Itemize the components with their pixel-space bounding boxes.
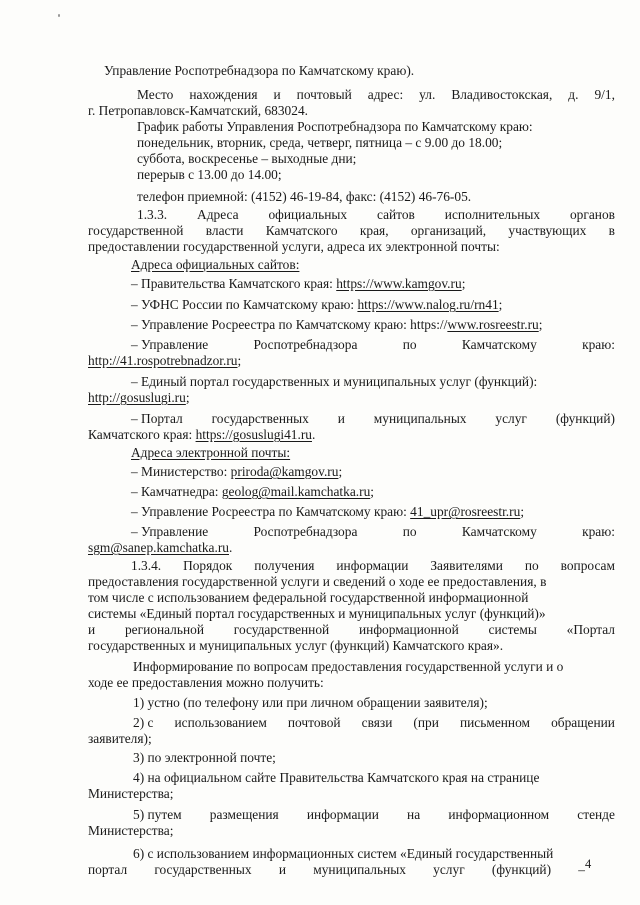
word: муниципальных xyxy=(313,862,406,877)
text-line xyxy=(88,390,190,406)
line-suffix: ; xyxy=(498,297,503,312)
page-number: 4 xyxy=(585,857,592,871)
word: краю: xyxy=(582,524,615,539)
text-line xyxy=(133,770,539,786)
line-prefix: – Управление Росреестра по Камчатскому краю: xyxy=(131,504,411,519)
word: Камчатскому xyxy=(461,337,537,352)
word: информации xyxy=(306,807,379,822)
text-line xyxy=(88,223,615,239)
text-line xyxy=(88,540,232,556)
text-line xyxy=(133,807,615,823)
word: в xyxy=(608,223,615,238)
line-text: г. Петропавловск-Камчатский, 683024. xyxy=(88,103,308,118)
word: портал xyxy=(88,862,128,877)
word: 5) путем xyxy=(133,807,182,822)
hyperlink[interactable]: https://gosuslugi41.ru xyxy=(195,427,312,442)
text-line xyxy=(133,715,615,731)
word: адрес: xyxy=(367,87,404,102)
line-text: Информирование по вопросам предоставления государственной услуги и о xyxy=(133,659,564,674)
word: участвующих xyxy=(508,223,587,238)
word: получения xyxy=(254,558,315,573)
word: государственной xyxy=(88,223,184,238)
word: государственных xyxy=(154,862,252,877)
line-suffix: ; xyxy=(370,484,375,499)
section-heading: Адреса официальных сайтов: xyxy=(131,257,300,272)
word: услуг xyxy=(495,411,527,426)
word: д. xyxy=(568,87,579,102)
text-line xyxy=(131,558,615,574)
text-line xyxy=(88,574,546,590)
text-line xyxy=(131,445,290,461)
word: Роспотребнадзора xyxy=(253,337,358,352)
line-text: – Единый портал государственных и муниципальных услуг (функций): xyxy=(131,374,538,389)
text-line xyxy=(137,135,502,151)
line-text: заявителя); xyxy=(88,731,152,746)
word: 9/1, xyxy=(594,87,615,102)
word: Адреса xyxy=(197,207,239,222)
text-line xyxy=(88,427,315,443)
text-line xyxy=(131,276,465,292)
word: связи xyxy=(361,715,393,730)
text-line xyxy=(131,524,615,540)
text-line xyxy=(137,151,356,167)
hyperlink[interactable]: http://41.rospotrebnadzor.ru xyxy=(88,353,238,368)
text-line xyxy=(133,846,553,862)
word: (при xyxy=(413,715,439,730)
hyperlink[interactable]: sgm@sanep.kamchatka.ru xyxy=(88,540,229,555)
word: Камчатского xyxy=(265,223,338,238)
word: – Портал xyxy=(131,411,183,426)
word: почтовый xyxy=(296,87,352,102)
text-line xyxy=(131,504,524,520)
line-text: Министерства; xyxy=(88,786,174,801)
line-text: 6) с использованием информационных систем «Единый государственный xyxy=(133,846,554,861)
word: вопросам xyxy=(560,558,615,573)
line-text: перерыв с 13.00 до 14.00; xyxy=(137,167,282,182)
word: органов xyxy=(569,207,615,222)
line-text: том числе с использованием федеральной государственной информационной xyxy=(88,590,529,605)
word: (функций) xyxy=(491,862,552,877)
line-suffix: ; xyxy=(461,276,466,291)
word: Место xyxy=(137,87,174,102)
text-line xyxy=(137,207,615,223)
word: – Управление xyxy=(131,337,209,352)
text-line xyxy=(88,862,585,878)
line-prefix: – Правительства Камчатского края: xyxy=(131,276,337,291)
text-line xyxy=(88,353,241,369)
line-text: Министерства; xyxy=(88,823,174,838)
word: размещения xyxy=(209,807,279,822)
line-prefix: – Министерство: xyxy=(131,464,231,479)
hyperlink[interactable]: geolog@mail.kamchatka.ru xyxy=(221,484,371,499)
word: «Портал xyxy=(566,622,615,637)
word: почтовой xyxy=(287,715,341,730)
text-line xyxy=(133,750,276,766)
word: по xyxy=(524,558,539,573)
word: сайтов xyxy=(376,207,415,222)
text-line xyxy=(131,297,502,313)
text-line xyxy=(88,786,173,802)
line-text: телефон приемной: (4152) 46-19-84, факс: (4152) 46-76-05. xyxy=(137,189,472,204)
word: информации xyxy=(336,558,409,573)
line-text: 3) по электронной почте; xyxy=(133,750,276,765)
line-suffix: ; xyxy=(237,353,242,368)
line-suffix: ; xyxy=(185,390,190,405)
text-line xyxy=(131,337,615,353)
word: обращении xyxy=(551,715,615,730)
word: 2) с xyxy=(133,715,154,730)
text-line xyxy=(131,411,615,427)
word: по xyxy=(402,337,417,352)
text-line xyxy=(131,374,537,390)
word: организаций, xyxy=(410,223,487,238)
hyperlink[interactable]: http://gosuslugi.ru xyxy=(88,390,186,405)
text-line xyxy=(88,590,528,606)
line-prefix: – Управление Росреестра по Камчатскому краю: https:// xyxy=(131,317,448,332)
word: краю: xyxy=(582,337,615,352)
text-line xyxy=(88,239,500,255)
text-line xyxy=(133,695,488,711)
word: Роспотребнадзора xyxy=(253,524,358,539)
text-line xyxy=(137,119,533,135)
word: нахождения xyxy=(189,87,258,102)
word: услуг xyxy=(433,862,465,877)
word: края, xyxy=(359,223,389,238)
line-text: ходе ее предоставления можно получить: xyxy=(88,675,324,690)
word: использованием xyxy=(174,715,267,730)
text-line xyxy=(137,167,282,183)
word: – xyxy=(578,862,585,877)
word: региональной xyxy=(124,622,204,637)
text-line xyxy=(88,606,546,622)
word: письменном xyxy=(459,715,531,730)
text-line xyxy=(88,622,615,638)
text-line xyxy=(104,63,414,79)
text-line xyxy=(88,675,324,691)
word: и xyxy=(278,862,287,877)
line-text: предоставления государственной услуги и сведений о ходе ее предоставления, в xyxy=(88,574,547,589)
section-heading: Адреса электронной почты: xyxy=(131,445,291,460)
word: информационной xyxy=(359,622,459,637)
hyperlink[interactable]: 41_upr@rosreestr.ru xyxy=(410,504,521,519)
word: 1.3.4. xyxy=(131,558,162,573)
word: информационном xyxy=(448,807,550,822)
line-text: 4) на официальном сайте Правительства Камчатского края на странице xyxy=(133,770,540,785)
word: и xyxy=(273,87,281,102)
word: Камчатскому xyxy=(461,524,537,539)
text-line xyxy=(131,317,542,333)
text-line xyxy=(88,823,173,839)
text-line xyxy=(131,464,342,480)
line-suffix: ; xyxy=(338,464,343,479)
hyperlink[interactable]: https://www.nalog.ru/rn41 xyxy=(357,297,499,312)
line-suffix: . xyxy=(229,540,233,555)
line-suffix: . xyxy=(312,427,316,442)
word: на xyxy=(407,807,421,822)
line-text: системы «Единый портал государственных и муниципальных услуг (функций)» xyxy=(88,606,546,621)
word: – Управление xyxy=(131,524,209,539)
line-text: предоставлении государственной услуги, адреса их электронной почты: xyxy=(88,239,500,254)
text-line xyxy=(88,103,308,119)
word: Порядок xyxy=(183,558,233,573)
line-text: Управление Роспотребнадзора по Камчатскому краю). xyxy=(104,63,415,78)
word: 1.3.3. xyxy=(137,207,168,222)
word: стенде xyxy=(577,807,615,822)
hyperlink[interactable]: priroda@kamgov.ru xyxy=(230,464,339,479)
text-line xyxy=(137,87,615,103)
line-prefix: – Камчатнедра: xyxy=(131,484,222,499)
line-text: 1) устно (по телефону или при личном обращении заявителя); xyxy=(133,695,488,710)
word: и xyxy=(88,622,96,637)
line-prefix: Камчатского края: xyxy=(88,427,196,442)
word: Владивостокская, xyxy=(451,87,553,102)
text-line xyxy=(131,484,374,500)
text-line xyxy=(133,659,563,675)
line-text: государственных и муниципальных услуг (функций) Камчатского края». xyxy=(88,638,504,653)
word: ул. xyxy=(419,87,436,102)
line-text: График работы Управления Роспотребнадзора по Камчатскому краю: xyxy=(137,119,533,134)
text-line xyxy=(137,189,471,205)
line-prefix: – УФНС России по Камчатскому краю: xyxy=(131,297,358,312)
word: Заявителями xyxy=(430,558,503,573)
line-text: суббота, воскресенье – выходные дни; xyxy=(137,151,357,166)
hyperlink[interactable]: https://www.kamgov.ru xyxy=(336,276,462,291)
line-text: понедельник, вторник, среда, четверг, пятница – с 9.00 до 18.00; xyxy=(137,135,503,150)
word: государственной xyxy=(233,622,330,637)
word: по xyxy=(402,524,417,539)
text-line xyxy=(88,731,152,747)
word: системы xyxy=(488,622,537,637)
word: государственных xyxy=(211,411,309,426)
word: муниципальных xyxy=(373,411,467,426)
line-suffix: ; xyxy=(520,504,525,519)
scan-speck xyxy=(58,14,60,17)
word: официальных xyxy=(268,207,348,222)
line-suffix: ; xyxy=(538,317,543,332)
text-line xyxy=(88,638,503,654)
word: исполнительных xyxy=(444,207,541,222)
word: и xyxy=(337,411,345,426)
text-line xyxy=(131,257,299,273)
hyperlink[interactable]: www.rosreestr.ru xyxy=(447,317,539,332)
word: (функций) xyxy=(555,411,615,426)
word: власти xyxy=(205,223,244,238)
